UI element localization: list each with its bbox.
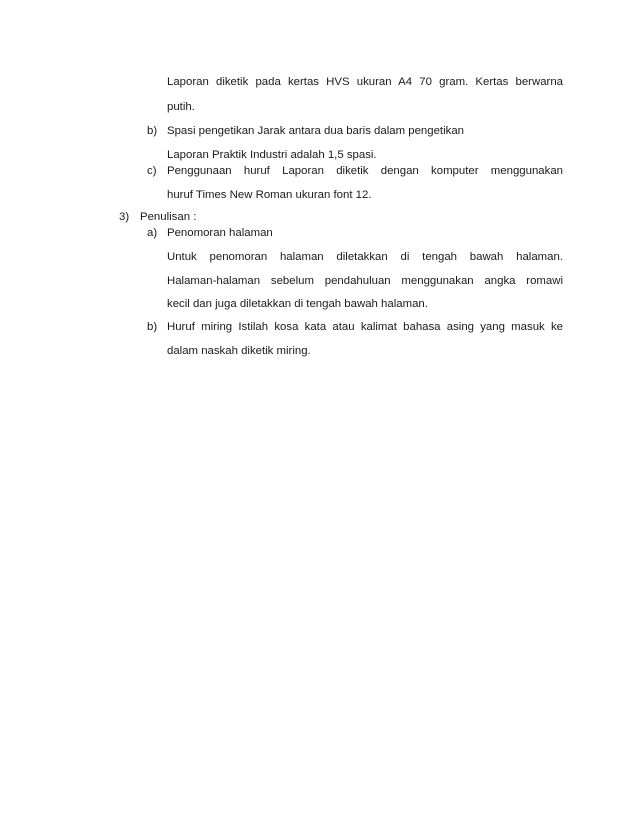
font-line-2: huruf Times New Roman ukuran font 12. <box>167 189 372 201</box>
font-line-1: Penggunaan huruf Laporan diketik dengan komputer menggunakan <box>167 165 563 177</box>
spacing-line-2: Laporan Praktik Industri adalah 1,5 spasi. <box>167 149 377 161</box>
list-marker-c: c) <box>147 165 157 177</box>
page-numbering-title: Penomoran halaman <box>167 227 273 239</box>
paper-color-line: putih. <box>167 101 195 113</box>
page-numbering-line-2: Halaman-halaman sebelum pendahuluan menggunakan angka romawi <box>167 275 563 287</box>
list-marker-3a: a) <box>147 227 158 239</box>
page-numbering-line-3: kecil dan juga diletakkan di tengah bawah halaman. <box>167 298 428 310</box>
list-marker-3b: b) <box>147 321 158 333</box>
section-heading-penulisan: Penulisan : <box>140 211 197 223</box>
italic-rule-line-1: Huruf miring Istilah kosa kata atau kalimat bahasa asing yang masuk ke <box>167 321 563 333</box>
list-marker-b: b) <box>147 125 158 137</box>
italic-rule-line-2: dalam naskah diketik miring. <box>167 345 311 357</box>
page-numbering-line-1: Untuk penomoran halaman diletakkan di tengah bawah halaman. <box>167 251 563 263</box>
paper-spec-line: Laporan diketik pada kertas HVS ukuran A4 70 gram. Kertas berwarna <box>167 76 563 88</box>
spacing-line-1: Spasi pengetikan Jarak antara dua baris dalam pengetikan <box>167 125 464 137</box>
section-marker-3: 3) <box>119 211 130 223</box>
